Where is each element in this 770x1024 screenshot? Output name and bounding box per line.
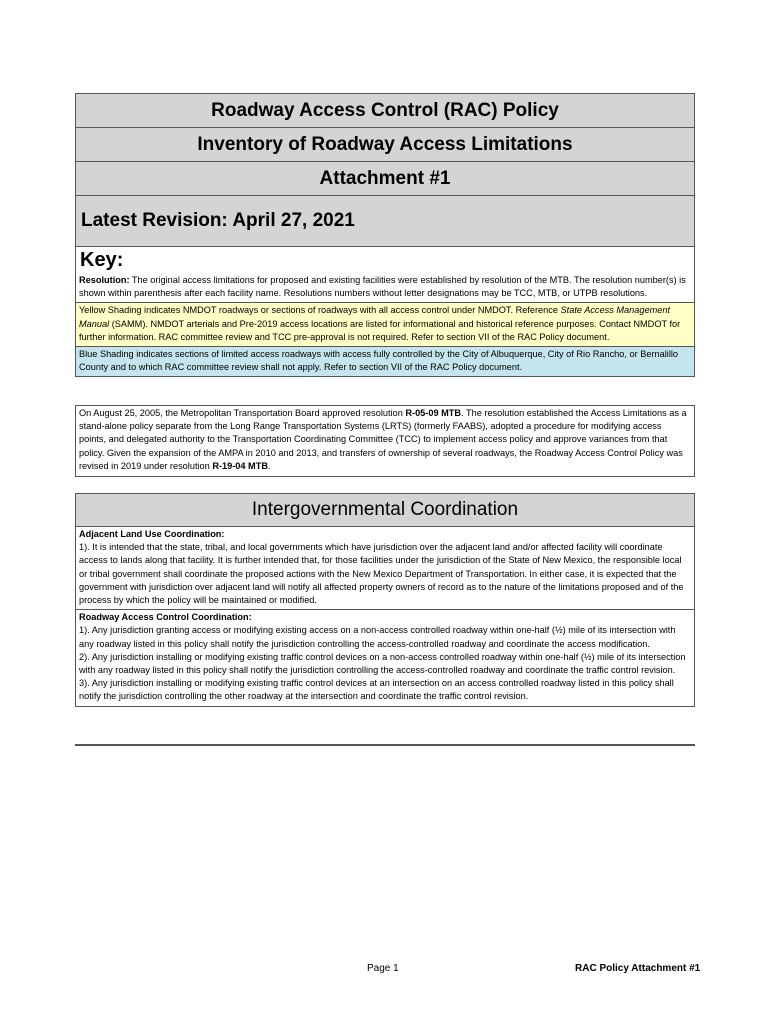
- resolution-note: [76, 273, 694, 302]
- rac-item-3: 3). Any jurisdiction installing or modifying existing traffic control devices at an intersection on an access controlled roadway listed in this policy shall notify the jurisdiction controlling the other roadway at the intersection and coordinate the traffic control revision.: [79, 678, 674, 702]
- attachment-label: Attachment #1: [76, 162, 694, 196]
- yellow-text-1: Yellow Shading indicates NMDOT roadways or sections of roadways with all access control under NMDOT. Reference: [79, 305, 561, 316]
- blue-shading-note: Blue Shading indicates sections of limited access roadways with access fully controlled by the City of Albuquerque, City of Rio Rancho, or Bernalillo County and to which RAC committee review shall not apply. Refer to section VII of the RAC Policy document.: [76, 346, 694, 376]
- section-divider: [75, 744, 695, 746]
- mtb-text-2: . The resolution established the Access Limitations as a stand-alone policy separate from the Long Range Transportation Systems (LRTS) (formerly FAABS), adopted a procedure for modifying access points, and delegated authority to the Transportation Coordinating Committee (TCC) to implement access policy and approve variances from that policy. Given the expansion of the AMPA in 2010 and 2013, and transfers of ownership of several roadways, the Roadway Access Control Policy was revised in 2019 under resolution: [79, 408, 687, 471]
- rac-item-2: 2). Any jurisdiction installing or modifying existing traffic control devices on a non-access controlled roadway within one-half (½) mile of its intersection with any roadway listed in this policy shall notify the jurisdiction controlling the access-controlled roadway and coordinate the traffic control revision.: [79, 651, 686, 676]
- samm-title: State Access Management Manual: [79, 305, 671, 329]
- mtb-text-3: .: [267, 460, 271, 471]
- yellow-text-2: (SAMM). NMDOT arterials and Pre-2019 access locations are listed for informational and historical reference purposes. Contact NMDOT for further information. RAC committee review and TCC pre-approval is not required. Refer to section VII of the RAC Policy document.: [79, 318, 681, 342]
- document-title: Roadway Access Control (RAC) Policy: [76, 94, 694, 128]
- intergovernmental-coordination-block: [75, 493, 695, 707]
- footer-attachment-label: RAC Policy Attachment #1: [575, 963, 701, 974]
- document-subtitle: Inventory of Roadway Access Limitations: [76, 128, 694, 162]
- header-block: [75, 93, 695, 377]
- resolution-r-19-04: R-19-04 MTB: [212, 460, 268, 471]
- resolution-r-05-09: R-05-09 MTB: [405, 408, 462, 418]
- resolution-text: The original access limitations for proposed and existing facilities were established by resolution of the MTB. The resolution number(s) is shown within parenthesis after each facility name. Resolutions numbers without letter designations may be TCC, MTB, or UTPB resolutions.: [79, 275, 686, 299]
- resolution-label: Resolution:: [79, 275, 130, 285]
- yellow-shading-note: [76, 302, 694, 346]
- rac-coordination-section: [76, 609, 694, 705]
- adjacent-land-use-heading: Adjacent Land Use Coordination:: [79, 529, 225, 539]
- adjacent-land-use-text: 1). It is intended that the state, tribal, and local governments which have jurisdiction over the adjacent land and/or affected facility will coordinate access to lands along that facility. It is further intended that, for those facilities under the jurisdiction of the State of New Mexico, the responsible local or tribal government shall coordinate the proposed actions with the New Mexico Department of Transportation. In either case, it is expected that the government with jurisdiction over adjacent land will notify all affected property owners of record as to the nature of the limitations proposed and of the process by which the policy will be maintained or modified.: [79, 542, 684, 606]
- rac-coordination-heading: Roadway Access Control Coordination:: [79, 612, 252, 623]
- mtb-text-1: On August 25, 2005, the Metropolitan Transportation Board approved resolution: [79, 408, 406, 418]
- adjacent-land-use-section: [76, 527, 694, 609]
- key-heading: Key:: [80, 249, 124, 271]
- mtb-resolution-paragraph: [75, 405, 695, 477]
- revision-date: Latest Revision: April 27, 2021: [76, 196, 694, 247]
- rac-item-1: 1). Any jurisdiction granting access or modifying existing access on a non-access controlled roadway within one-half (½) mile of its intersection with any roadway listed in this policy shall notify the jurisdiction controlling the access-controlled roadway and coordinate the access modification.: [79, 625, 676, 649]
- page-number: Page 1: [367, 963, 399, 974]
- section-title: Intergovernmental Coordination: [76, 494, 694, 527]
